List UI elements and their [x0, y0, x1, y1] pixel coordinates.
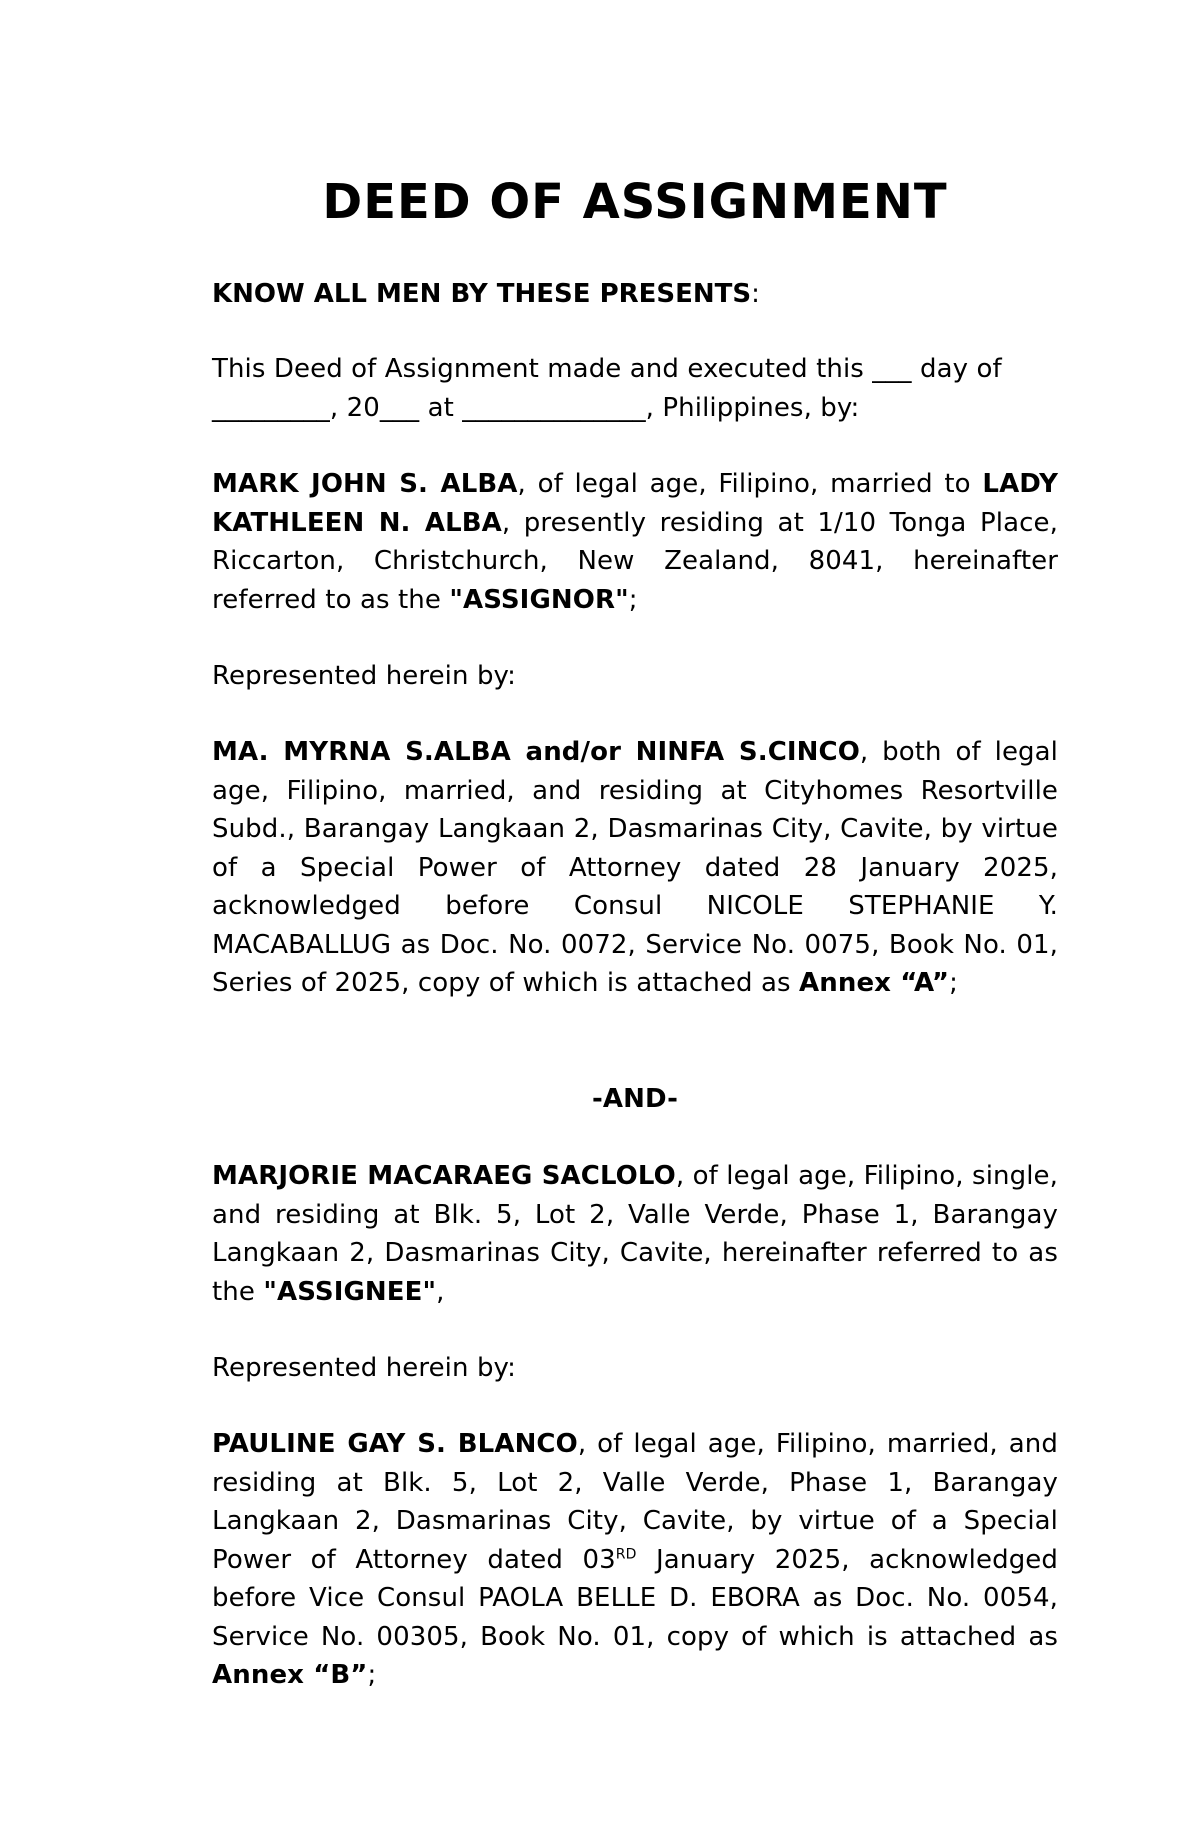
- opening-text: KNOW ALL MEN BY THESE PRESENTS: [212, 279, 752, 309]
- assignee-name: MARJORIE MACARAEG SACLOLO: [212, 1161, 676, 1191]
- attorney-2-text-1: , of legal age, Filipino, married, and residing at Blk. 5, Lot 2, Valle Verde, Phase 1, Barangay Langkaan 2, Dasmarinas City, Cavite, by virtue of a Special Power of Attorney dated 03: [212, 1429, 1058, 1575]
- assignor-name: MARK JOHN S. ALBA: [212, 469, 518, 499]
- assignor-label: "ASSIGNOR": [449, 584, 629, 615]
- assignee-label: "ASSIGNEE": [263, 1276, 437, 1307]
- document-title: DEED OF ASSIGNMENT: [322, 174, 948, 230]
- intro-line-2: _________, 20___ at ______________, Philippines, by:: [212, 392, 860, 423]
- assignor-text-2: , presently residing at 1/10 Tonga Place, Riccarton, Christchurch, New Zealand, 8041, hereinafter referred to as the: [212, 507, 1058, 615]
- attorneys-1-paragraph: [212, 733, 1058, 1003]
- assignor-end: ;: [628, 584, 638, 615]
- assignor-paragraph: [212, 465, 1058, 619]
- attorneys-1-text: , both of legal age, Filipino, married, and residing at Cityhomes Resortville Subd., Barangay Langkaan 2, Dasmarinas City, Cavite, by virtue of a Special Power of Attorney dated 28 January 2025, acknowledged before Consul NICOLE STEPHANIE Y. MACABALLUG as Doc. No. 0072, Service No. 0075, Book No. 01, Series of 2025, copy of which is attached as: [212, 737, 1058, 998]
- and-separator: -AND-: [591, 1084, 679, 1114]
- assignor-text-1: , of legal age, Filipino, married to: [517, 469, 971, 499]
- opening-colon: :: [751, 279, 760, 309]
- attorney-2-paragraph: [212, 1425, 1058, 1695]
- attorney-2-sup: RD: [615, 1545, 637, 1562]
- represented-by-1: Represented herein by:: [212, 661, 517, 691]
- attorney-2-text-2: January 2025, acknowledged before Vice Consul PAOLA BELLE D. EBORA as Doc. No. 0054, Service No. 00305, Book No. 01, copy of which is attached as: [212, 1544, 1059, 1652]
- attorneys-1-end: ;: [949, 968, 958, 998]
- attorney-2-name: PAULINE GAY S. BLANCO: [212, 1429, 578, 1459]
- annex-a: Annex “A”: [799, 968, 950, 998]
- assignee-paragraph: [212, 1157, 1058, 1311]
- assignor-spouse: LADY KATHLEEN N. ALBA: [212, 469, 1059, 538]
- opening-heading: [212, 275, 760, 313]
- intro-paragraph: [212, 350, 1058, 427]
- attorneys-1-names: MA. MYRNA S.ALBA and/or NINFA S.CINCO: [212, 737, 860, 767]
- attorney-2-end: ;: [367, 1660, 377, 1690]
- intro-line-1: This Deed of Assignment made and executed this ___ day of: [212, 354, 1002, 384]
- assignee-end: ,: [436, 1276, 445, 1307]
- assignee-text: , of legal age, Filipino, single, and residing at Blk. 5, Lot 2, Valle Verde, Phase 1, Barangay Langkaan 2, Dasmarinas City, Cavite, hereinafter referred to as the: [212, 1161, 1058, 1307]
- represented-by-2: Represented herein by:: [212, 1353, 517, 1383]
- annex-b: Annex “B”: [212, 1660, 368, 1690]
